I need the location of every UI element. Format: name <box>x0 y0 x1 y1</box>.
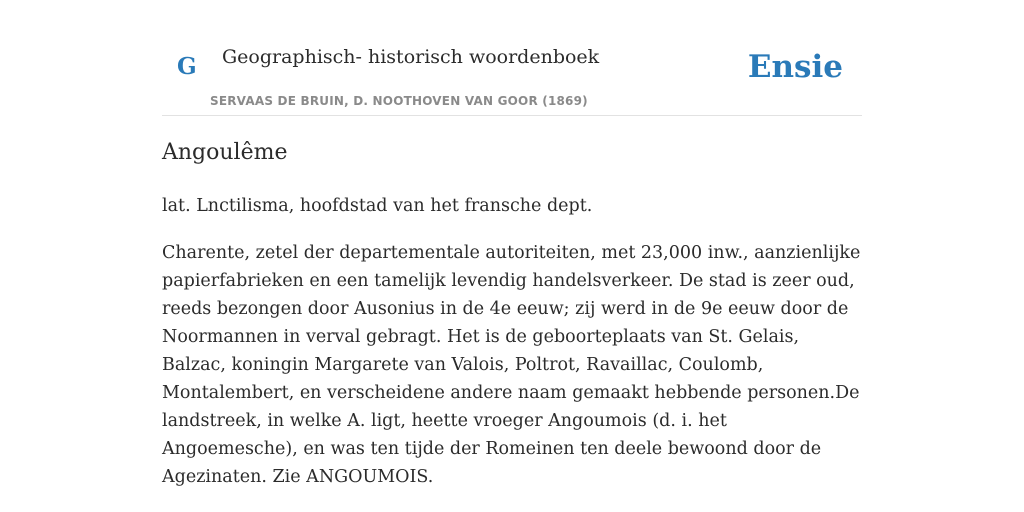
book-logo-icon[interactable]: G <box>177 53 197 80</box>
entry-paragraph-2: Charente, zetel der departementale autoriteiten, met 23,000 inw., aanzienlijke papierfabrieken en een tamelijk levendig handelsverkeer. De stad is zeer oud, reeds bezongen door Ausonius in de 4e eeuw; zij werd in de 9e eeuw door de Noormannen in verval gebragt. Het is de geboorteplaats van St. Gelais, Balzac, koningin Margarete van Valois, Poltrot, Ravaillac, Coulomb, Montalembert, en verscheidene andere naam gemaakt hebbende personen.De landstreek, in welke A. ligt, heette vroeger Angoumois (d. i. het Angoemesche), en was ten tijde der Romeinen ten deele bewoond door de Agezinaten. Zie ANGOUMOIS. <box>162 243 861 487</box>
ensie-logo-link[interactable]: Ensie <box>747 49 843 85</box>
book-header <box>162 0 862 116</box>
entry-paragraph-1: lat. Lnctilisma, hoofdstad van het fransche dept. <box>162 196 593 216</box>
entry-title: Angoulême <box>162 140 288 165</box>
book-title[interactable]: Geographisch- historisch woordenboek <box>222 46 600 68</box>
book-author: SERVAAS DE BRUIN, D. NOOTHOVEN VAN GOOR (1869) <box>210 94 588 108</box>
